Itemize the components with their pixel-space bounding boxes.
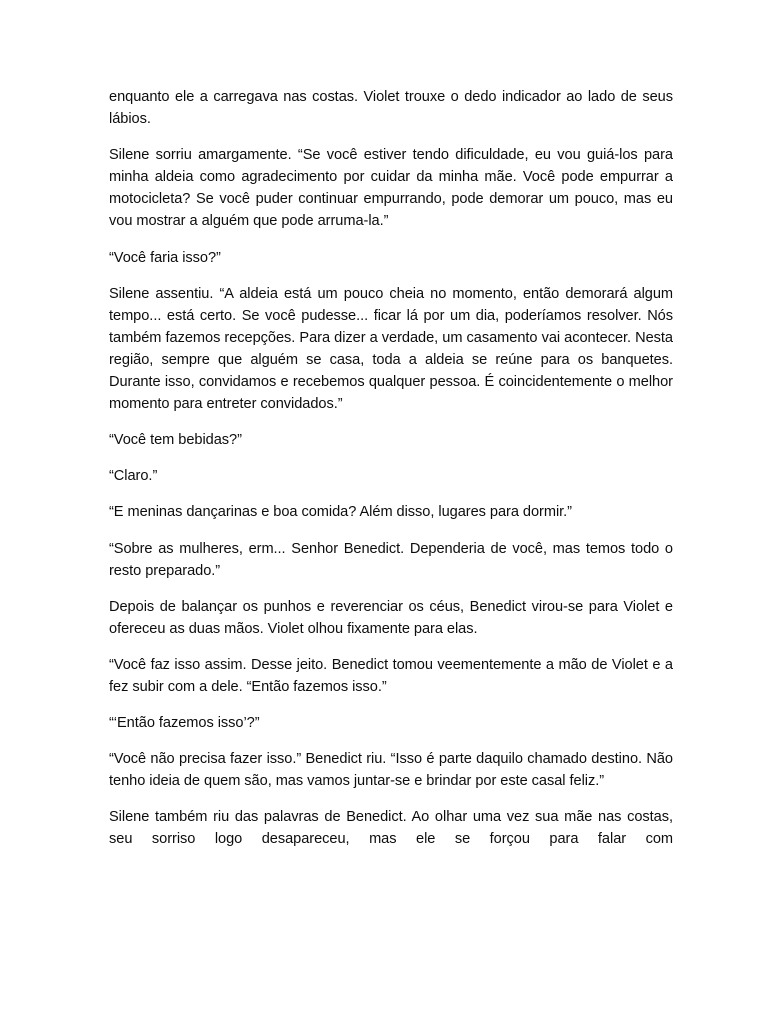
paragraph: Silene sorriu amargamente. “Se você estiver tendo dificuldade, eu vou guiá-los para minha aldeia como agradecimento por cuidar da minha mãe. Você pode empurrar a motocicleta? Se você puder continuar empurrando, pode demorar um pouco, mas eu vou mostrar a alguém que pode arruma-la.”: [109, 147, 673, 230]
paragraph: “Você faria isso?”: [109, 249, 221, 266]
paragraph: Silene assentiu. “A aldeia está um pouco cheia no momento, então demorará algum tempo... está certo. Se você pudesse... ficar lá por um dia, poderíamos resolver. Nós também fazemos recepções. Para dizer a verdade, um casamento vai acontecer. Nesta região, sempre que alguém se casa, toda a aldeia se reúne para os banquetes. Durante isso, convidamos e recebemos qualquer pessoa. É coincidentemente o melhor momento para entreter convidados.”: [109, 285, 673, 413]
paragraph: “‘Então fazemos isso’?”: [109, 715, 260, 732]
paragraph: “E meninas dançarinas e boa comida? Além disso, lugares para dormir.”: [109, 504, 572, 521]
paragraph: Silene também riu das palavras de Benedict. Ao olhar uma vez sua mãe nas costas, seu sorriso logo desapareceu, mas ele se forçou para falar com: [109, 809, 673, 848]
body-text-column: [109, 86, 673, 865]
paragraph: enquanto ele a carregava nas costas. Violet trouxe o dedo indicador ao lado de seus lábios.: [109, 89, 673, 128]
paragraph: Depois de balançar os punhos e reverenciar os céus, Benedict virou-se para Violet e ofereceu as duas mãos. Violet olhou fixamente para elas.: [109, 598, 673, 637]
paragraph: “Você não precisa fazer isso.” Benedict riu. “Isso é parte daquilo chamado destino. Não tenho ideia de quem são, mas vamos juntar-se e brindar por este casal feliz.”: [109, 751, 673, 790]
paragraph: “Claro.”: [109, 468, 158, 485]
paragraph: “Sobre as mulheres, erm... Senhor Benedict. Dependeria de você, mas temos todo o resto preparado.”: [109, 540, 673, 579]
paragraph: “Você tem bebidas?”: [109, 432, 242, 449]
paragraph: “Você faz isso assim. Desse jeito. Benedict tomou veementemente a mão de Violet e a fez subir com a dele. “Então fazemos isso.”: [109, 656, 673, 695]
